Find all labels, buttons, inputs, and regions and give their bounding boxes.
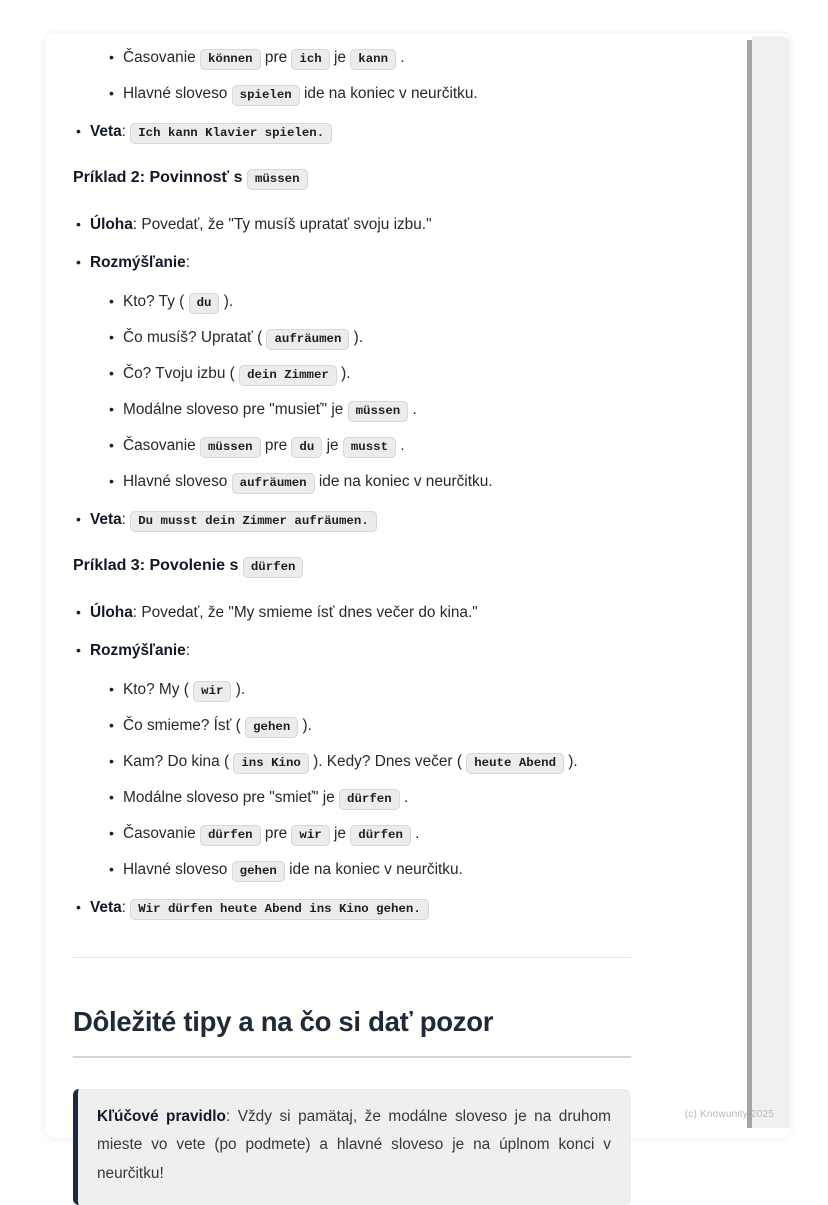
list-item-text bbox=[90, 251, 631, 274]
inline-code-chip: können bbox=[200, 49, 261, 70]
list-item bbox=[109, 750, 631, 773]
list-item bbox=[109, 678, 631, 701]
text-run: Kto? Ty ( bbox=[123, 292, 189, 310]
inline-code-chip: müssen bbox=[247, 169, 308, 190]
text-run: je bbox=[329, 49, 351, 66]
text-run: Čo? Tvoju izbu ( bbox=[123, 364, 240, 382]
text-run: : bbox=[185, 642, 191, 660]
text-run: je bbox=[329, 824, 351, 842]
text-run: . bbox=[399, 788, 409, 806]
bold-text: Rozmýšľanie bbox=[90, 254, 186, 272]
inline-code-chip: dein Zimmer bbox=[239, 365, 337, 386]
inline-code-chip: müssen bbox=[200, 437, 261, 458]
text-run: : bbox=[121, 511, 131, 529]
list-item bbox=[109, 786, 631, 809]
bullet-icon: • bbox=[76, 642, 81, 659]
bullet-icon: • bbox=[109, 436, 114, 453]
text-run: : Povedať, že "My smieme ísť dnes večer do kina." bbox=[132, 604, 478, 622]
list-item bbox=[73, 213, 631, 236]
text-run: pre bbox=[260, 436, 292, 454]
text-run: ide na koniec v neurčitku. bbox=[314, 473, 493, 491]
bullet-icon: • bbox=[109, 861, 114, 878]
text-run: ide na koniec v neurčitku. bbox=[299, 85, 478, 103]
inline-code-chip: dürfen bbox=[350, 825, 411, 846]
bullet-icon: • bbox=[76, 216, 81, 233]
inline-code-chip: ich bbox=[291, 49, 329, 70]
bold-text: Veta bbox=[90, 511, 122, 529]
text-run: Modálne sloveso pre "musieť" je bbox=[123, 400, 348, 418]
bullet-icon: • bbox=[109, 824, 114, 841]
bullet-icon: • bbox=[76, 899, 81, 916]
text-run: ). bbox=[219, 292, 234, 310]
inline-code-chip: Wir dürfen heute Abend ins Kino gehen. bbox=[130, 899, 429, 920]
list-item-text bbox=[123, 46, 631, 69]
bullet-icon: • bbox=[109, 400, 114, 417]
list-item-text bbox=[90, 601, 631, 624]
bullet-icon: • bbox=[109, 292, 114, 309]
text-run: pre bbox=[260, 824, 292, 842]
text-run: ). bbox=[298, 716, 312, 734]
bold-text: Kľúčové pravidlo bbox=[97, 1107, 226, 1125]
inline-code-chip: müssen bbox=[348, 401, 409, 422]
list-item-text bbox=[90, 896, 631, 919]
text-run: . bbox=[396, 436, 405, 454]
inline-code-chip: du bbox=[291, 437, 322, 458]
list-item-text bbox=[123, 750, 631, 773]
list-item-text bbox=[123, 362, 631, 385]
bullet-icon: • bbox=[109, 49, 114, 65]
list-item-text bbox=[123, 434, 631, 457]
list-item bbox=[109, 362, 631, 385]
text-run: . bbox=[396, 49, 405, 66]
text-run: Časovanie bbox=[123, 436, 200, 454]
bold-text: Príklad 3: Povolenie s bbox=[73, 557, 243, 575]
list-item bbox=[109, 714, 631, 737]
list-item bbox=[73, 896, 631, 919]
bold-text: Príklad 2: Povinnosť s bbox=[73, 169, 247, 187]
section-heading: Dôležité tipy a na čo si dať pozor bbox=[73, 1001, 631, 1057]
inline-code-chip: aufräumen bbox=[266, 329, 349, 350]
text-run: : Povedať, že "Ty musíš upratať svoju izbu." bbox=[132, 216, 432, 234]
inline-code-chip: Du musst dein Zimmer aufräumen. bbox=[130, 511, 377, 532]
list-item-text bbox=[123, 82, 631, 105]
list-item-text bbox=[123, 714, 631, 737]
text-run: Čo musíš? Upratať ( bbox=[123, 328, 267, 346]
list-item-text bbox=[123, 398, 631, 421]
text-run: . bbox=[410, 824, 420, 842]
text-run: ). bbox=[349, 328, 364, 346]
text-run: Časovanie bbox=[123, 824, 200, 842]
inline-code-chip: spielen bbox=[232, 85, 300, 106]
bullet-icon: • bbox=[109, 328, 114, 345]
bold-text: Úloha bbox=[90, 604, 133, 622]
document-card bbox=[45, 33, 790, 1183]
inline-code-chip: gehen bbox=[232, 861, 285, 882]
text-run: ). Kedy? Dnes večer ( bbox=[308, 752, 467, 770]
text-run: Kto? My ( bbox=[123, 680, 194, 698]
list-item bbox=[73, 601, 631, 624]
inline-code-chip: wir bbox=[291, 825, 329, 846]
bold-text: Veta bbox=[90, 899, 122, 917]
scrollbar-track[interactable] bbox=[752, 36, 790, 1128]
article bbox=[73, 33, 631, 1205]
inline-code-chip: du bbox=[189, 293, 220, 314]
inline-code-chip: dürfen bbox=[200, 825, 261, 846]
watermark: (c) Knowunity 2025 bbox=[684, 1109, 774, 1120]
divider bbox=[73, 957, 631, 958]
scrollbar-thumb[interactable] bbox=[747, 40, 752, 1128]
bullet-icon: • bbox=[109, 716, 114, 733]
key-rule-callout bbox=[73, 1089, 631, 1205]
text-run: ). bbox=[336, 364, 351, 382]
list-item bbox=[109, 858, 631, 881]
text-run: Hlavné sloveso bbox=[123, 473, 232, 491]
inline-code-chip: heute Abend bbox=[466, 753, 564, 774]
inline-code-chip: dürfen bbox=[243, 557, 304, 578]
list-item-text bbox=[123, 290, 631, 313]
text-run: pre bbox=[260, 49, 292, 66]
bold-text: Úloha bbox=[90, 216, 133, 234]
list-item-text bbox=[90, 120, 631, 143]
inline-code-chip: gehen bbox=[245, 717, 298, 738]
text-run: ). bbox=[564, 752, 578, 770]
bullet-icon: • bbox=[109, 364, 114, 381]
text-run: Časovanie bbox=[123, 49, 200, 66]
list-item bbox=[109, 82, 631, 105]
text-run: Kam? Do kina ( bbox=[123, 752, 234, 770]
text-run: ide na koniec v neurčitku. bbox=[284, 861, 463, 879]
list-item bbox=[109, 290, 631, 313]
list-item bbox=[73, 251, 631, 274]
text-run: Hlavné sloveso bbox=[123, 85, 232, 103]
bullet-icon: • bbox=[76, 604, 81, 621]
text-run: : bbox=[185, 254, 191, 272]
list-item bbox=[109, 326, 631, 349]
list-item bbox=[109, 434, 631, 457]
text-run: Modálne sloveso pre "smieť" je bbox=[123, 788, 340, 806]
list-item bbox=[109, 470, 631, 493]
list-item bbox=[73, 508, 631, 531]
list-item bbox=[73, 639, 631, 662]
text-run: Čo smieme? Ísť ( bbox=[123, 716, 246, 734]
text-run: Hlavné sloveso bbox=[123, 861, 232, 879]
inline-code-chip: dürfen bbox=[339, 789, 400, 810]
list-item-text bbox=[123, 326, 631, 349]
list-item-text bbox=[90, 213, 631, 236]
text-run: . bbox=[408, 400, 417, 418]
text-run: ). bbox=[231, 680, 246, 698]
inline-code-chip: Ich kann Klavier spielen. bbox=[130, 123, 332, 144]
bold-text: Rozmýšľanie bbox=[90, 642, 186, 660]
list-item-text bbox=[123, 858, 631, 881]
list-item bbox=[109, 822, 631, 845]
inline-code-chip: aufräumen bbox=[232, 473, 315, 494]
text-run: je bbox=[322, 436, 343, 454]
inline-code-chip: musst bbox=[343, 437, 396, 458]
bold-text: Veta bbox=[90, 123, 122, 141]
bullet-icon: • bbox=[109, 680, 114, 697]
text-run: : bbox=[121, 899, 131, 917]
list-item-text bbox=[123, 470, 631, 493]
list-item-text bbox=[123, 786, 631, 809]
list-item-text bbox=[123, 678, 631, 701]
example-heading bbox=[73, 166, 631, 190]
inline-code-chip: kann bbox=[350, 49, 396, 70]
bullet-icon: • bbox=[76, 511, 81, 528]
list-item-text bbox=[90, 639, 631, 662]
bullet-icon: • bbox=[109, 473, 114, 490]
list-item-text bbox=[90, 508, 631, 531]
example-heading bbox=[73, 554, 631, 578]
bullet-icon: • bbox=[109, 85, 114, 102]
list-item bbox=[73, 120, 631, 143]
bullet-icon: • bbox=[76, 254, 81, 271]
inline-code-chip: ins Kino bbox=[233, 753, 309, 774]
list-item bbox=[109, 46, 631, 69]
list-item-text bbox=[123, 822, 631, 845]
text-run: : bbox=[121, 123, 131, 141]
bullet-icon: • bbox=[109, 752, 114, 769]
inline-code-chip: wir bbox=[193, 681, 231, 702]
bullet-icon: • bbox=[76, 123, 81, 140]
bullet-icon: • bbox=[109, 788, 114, 805]
text-run: : Vždy si pamätaj, že modálne sloveso je na druhom mieste vo vete (po podmete) a hlavné sloveso je na úplnom konci v neurčitku! bbox=[97, 1107, 611, 1183]
list-item bbox=[109, 398, 631, 421]
